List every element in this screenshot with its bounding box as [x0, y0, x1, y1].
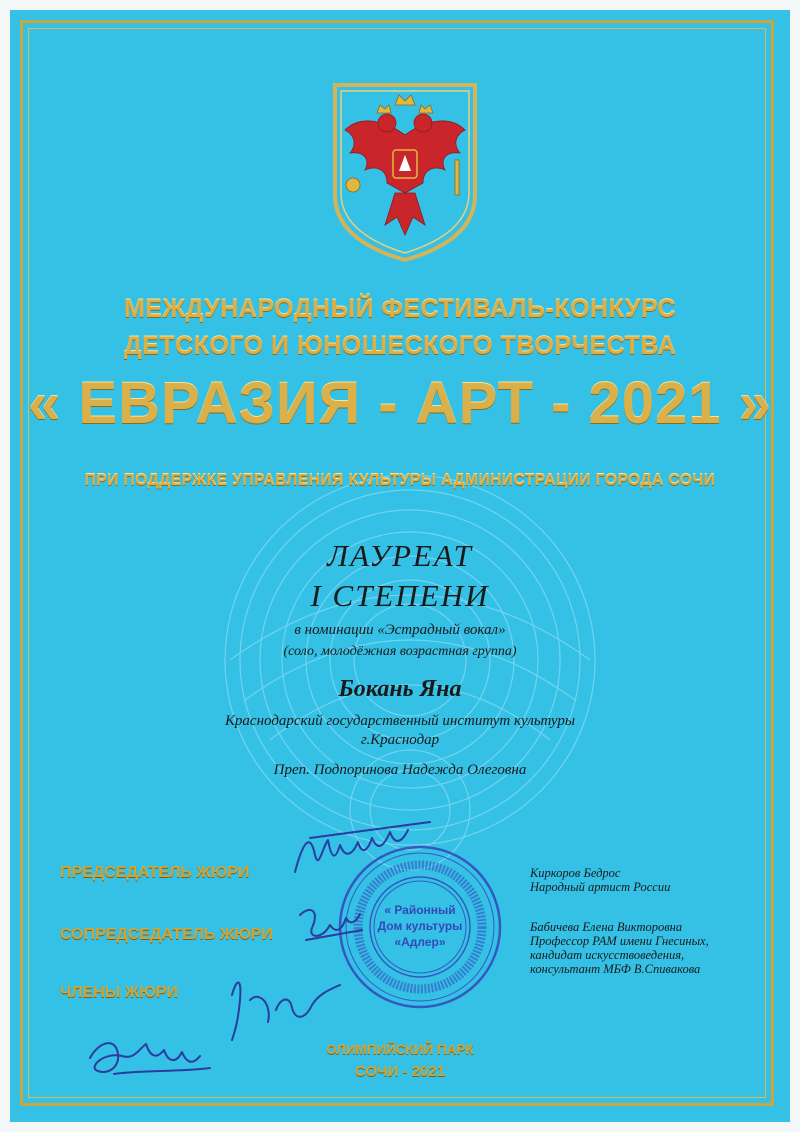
chairman-title: Народный артист России: [530, 880, 671, 894]
jury-chairman-label: ПРЕДСЕДАТЕЛЬ ЖЮРИ: [60, 864, 250, 881]
double-headed-eagle-icon: [315, 75, 495, 265]
footer-city-year: СОЧИ - 2021: [354, 1063, 446, 1080]
jury-cochairman-label: СОПРЕДСЕДАТЕЛЬ ЖЮРИ: [60, 926, 273, 943]
header-line-2: ДЕТСКОГО И ЮНОШЕСКОГО ТВОРЧЕСТВА: [123, 332, 677, 360]
stamp-line-1: « Районный: [384, 903, 456, 917]
award-degree: I СТЕПЕНИ: [310, 578, 490, 613]
stamp-line-2: Дом культуры: [377, 919, 463, 933]
stamp-line-3: «Адлер»: [394, 935, 446, 949]
festival-name: « ЕВРАЗИЯ - АРТ - 2021 »: [28, 371, 772, 436]
support-line: ПРИ ПОДДЕРЖКЕ УПРАВЛЕНИЯ КУЛЬТУРЫ АДМИНИСТРАЦИИ ГОРОДА СОЧИ: [84, 472, 716, 489]
institution: Краснодарский государственный институт культуры: [224, 713, 576, 729]
header-line-1: МЕЖДУНАРОДНЫЙ ФЕСТИВАЛЬ-КОНКУРС: [123, 295, 677, 323]
cochairman-title-3: консультант МБФ В.Спивакова: [530, 962, 701, 976]
award-nomination: в номинации «Эстрадный вокал»: [294, 622, 506, 638]
award-title: ЛАУРЕАТ: [327, 538, 473, 573]
teacher: Преп. Подпоринова Надежда Олеговна: [273, 762, 527, 778]
jury-members-label: ЧЛЕНЫ ЖЮРИ: [60, 984, 178, 1001]
cochairman-title-2: кандидат искусствоведения,: [530, 948, 685, 962]
award-category: (соло, молодёжная возрастная группа): [283, 644, 517, 659]
cochairman-title-1: Профессор РАМ имени Гнесиных,: [530, 934, 709, 948]
institution-city: г.Краснодар: [360, 732, 440, 748]
footer-place: ОЛИМПИЙСКИЙ ПАРК: [326, 1042, 474, 1057]
cochairman-name: Бабичева Елена Викторовна: [530, 920, 683, 934]
official-stamp: [335, 842, 505, 1012]
recipient-name: Бокань Яна: [338, 676, 462, 702]
chairman-name: Киркоров Бедрос: [530, 866, 621, 880]
certificate: [10, 10, 790, 1122]
